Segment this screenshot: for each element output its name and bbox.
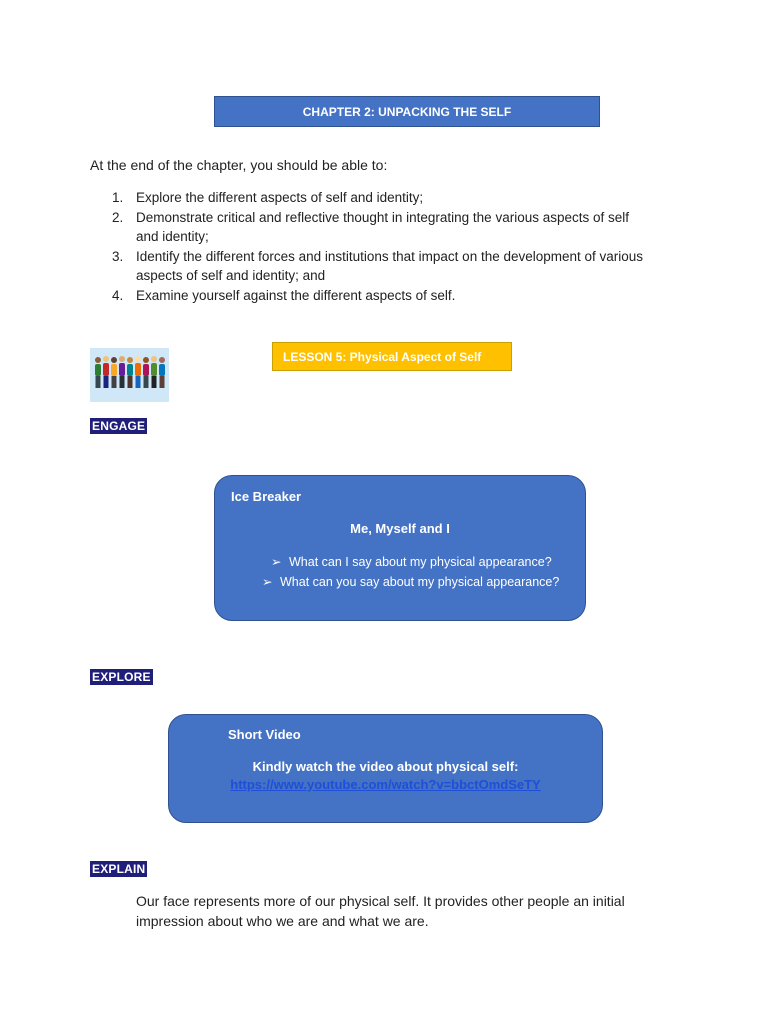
explain-paragraph: Our face represents more of our physical self. It provides other people an initial impression about who we are and what we are.: [136, 893, 625, 929]
ice-breaker-question: ➢ What can I say about my physical appearance?: [271, 555, 552, 569]
short-video-box: [168, 714, 603, 823]
lesson-title: LESSON 5: Physical Aspect of Self: [272, 342, 512, 371]
short-video-title: Short Video: [228, 727, 301, 742]
people-illustration: [90, 348, 169, 402]
list-item: 1. Explore the different aspects of self and identity;: [112, 190, 424, 205]
section-label-explain: EXPLAIN: [92, 862, 146, 876]
objectives-list: [90, 188, 650, 305]
intro-text: At the end of the chapter, you should be able to:: [90, 157, 388, 173]
ice-breaker-title: Ice Breaker: [231, 489, 302, 504]
section-label-engage: ENGAGE: [92, 419, 146, 433]
video-link[interactable]: https://www.youtube.com/watch?v=bbctOmdSeTY: [230, 777, 541, 792]
ice-breaker-question: ➢ What can you say about my physical appearance?: [262, 575, 560, 589]
list-item: 2. Demonstrate critical and reflective thought in integrating the various aspects of self and identity;: [112, 209, 630, 244]
short-video-instruction: Kindly watch the video about physical self:: [252, 759, 519, 774]
list-item: 4. Examine yourself against the different aspects of self.: [112, 287, 456, 303]
arrow-bullet-icon: ➢: [262, 575, 273, 589]
ice-breaker-box: [214, 475, 586, 621]
arrow-bullet-icon: ➢: [271, 555, 282, 569]
list-item: 3. Identify the different forces and institutions that impact on the development of various aspects of self and identity; and: [112, 248, 644, 283]
chapter-title: CHAPTER 2: UNPACKING THE SELF: [214, 96, 600, 127]
section-label-explore: EXPLORE: [92, 670, 151, 684]
ice-breaker-subtitle: Me, Myself and I: [350, 521, 450, 536]
